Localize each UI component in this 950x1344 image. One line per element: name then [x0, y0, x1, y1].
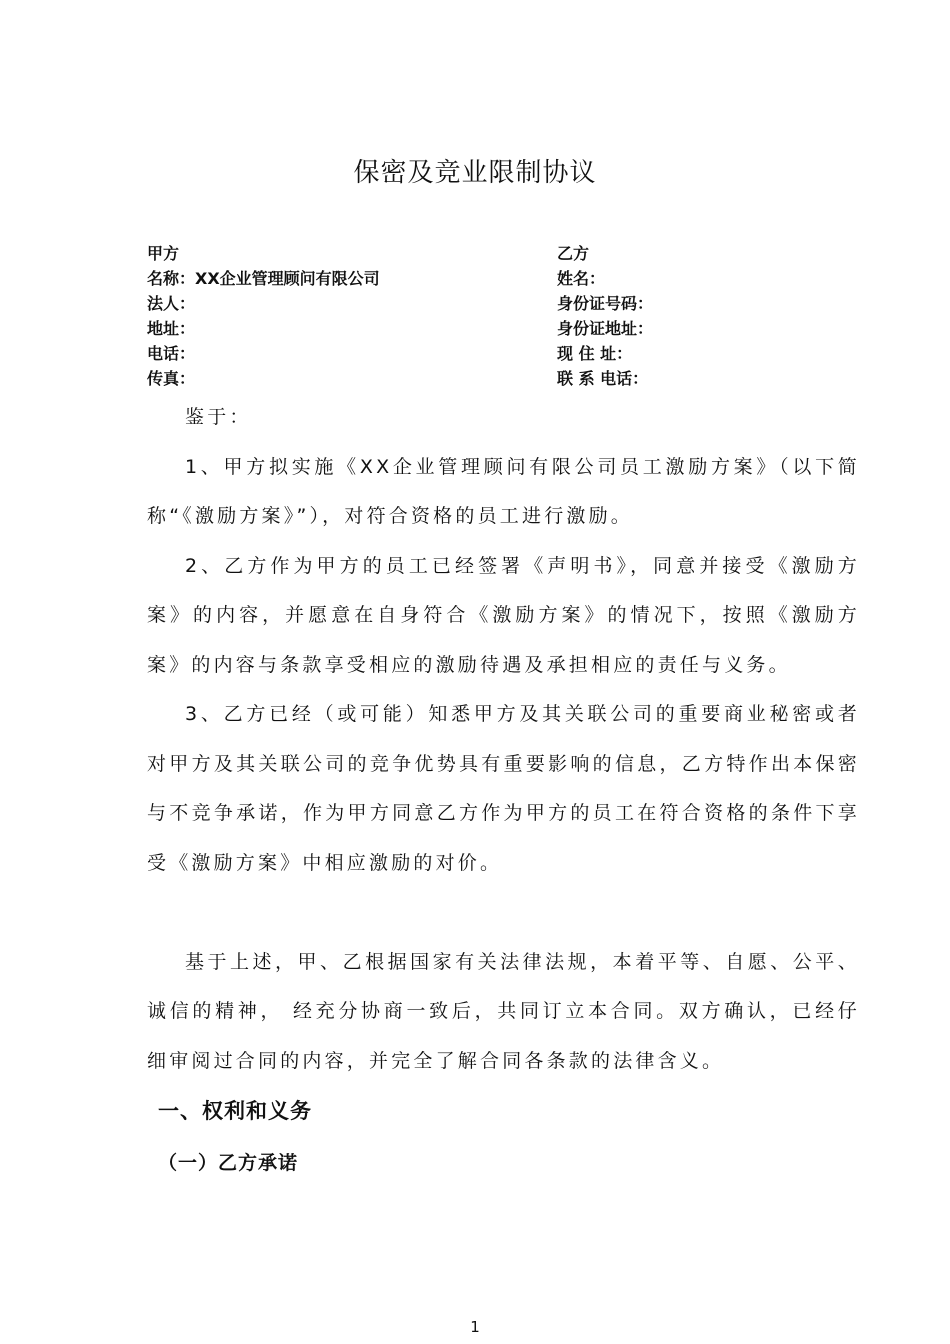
- recitals-section: [147, 393, 860, 1086]
- party-b-current-address: 现 住 址：: [557, 344, 633, 363]
- party-b-contact-phone: 联 系 电话：: [557, 369, 649, 388]
- party-a-phone: 电话：: [147, 344, 196, 363]
- party-a-legal-rep: 法人：: [147, 294, 196, 313]
- section-heading-rights-obligations: 一、权利和义务: [158, 1099, 312, 1123]
- recital-item-1: 1、甲方拟实施《XX企业管理顾问有限公司员工激励方案》（以下简称“《激励方案》”），对符合资格的员工进行激励。: [147, 455, 860, 527]
- party-a-heading: 甲方: [147, 244, 180, 263]
- subsection-heading-party-b-commitments: （一）乙方承诺: [158, 1152, 299, 1174]
- party-a-fax: 传真：: [147, 369, 196, 388]
- party-a-block: [147, 241, 380, 391]
- party-a-name: 名称：XX企业管理顾问有限公司: [147, 269, 380, 288]
- party-a-address: 地址：: [147, 319, 196, 338]
- recital-item-3: 3、乙方已经（或可能）知悉甲方及其关联公司的重要商业秘密或者对甲方及其关联公司的竞争优势具有重要影响的信息，乙方特作出本保密与不竞争承诺，作为甲方同意乙方作为甲方的员工在符合资格的条件下享受《激励方案》中相应激励的对价。: [147, 703, 860, 874]
- recital-item-2: 2、乙方作为甲方的员工已经签署《声明书》，同意并接受《激励方案》的内容，并愿意在自身符合《激励方案》的情况下，按照《激励方案》的内容与条款享受相应的激励待遇及承担相应的责任与义务。: [147, 554, 860, 676]
- basis-paragraph: 基于上述，甲、乙根据国家有关法律法规，本着平等、自愿、公平、诚信的精神， 经充分协商一致后，共同订立本合同。双方确认，已经仔细审阅过合同的内容，并完全了解合同各条款的法律含义。: [147, 950, 860, 1072]
- page-number: 1: [470, 1318, 480, 1336]
- party-b-id-number: 身份证号码：: [557, 294, 654, 313]
- party-b-id-address: 身份证地址：: [557, 319, 654, 338]
- party-b-name: 姓名：: [557, 269, 606, 288]
- party-b-block: [557, 241, 653, 391]
- party-b-heading: 乙方: [557, 244, 590, 263]
- page-title: 保密及竞业限制协议: [353, 158, 597, 188]
- recitals-intro: 鉴于：: [185, 406, 252, 428]
